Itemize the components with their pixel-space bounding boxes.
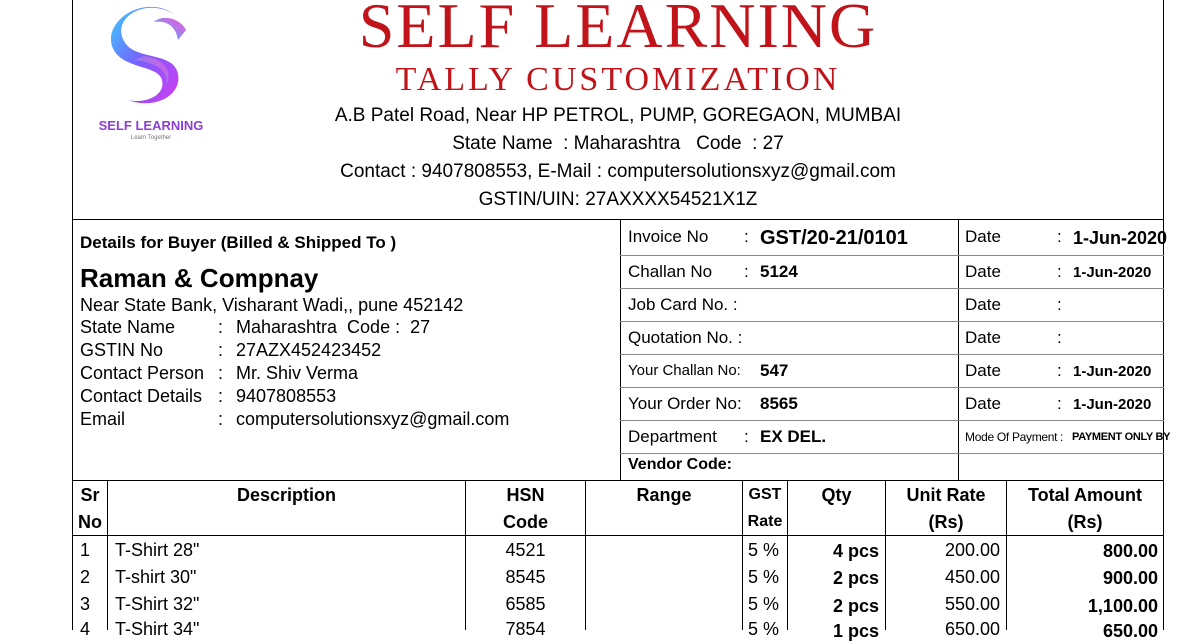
items-header-bottom	[72, 535, 1164, 536]
header-range: Range	[636, 485, 692, 505]
company-gstin: GSTIN/UIN: 27AXXXX54521X1Z	[478, 189, 758, 210]
buyer-field-value: 9407808553	[236, 386, 337, 406]
invoice-grid-row	[620, 255, 1164, 256]
header-total: Total Amount	[1028, 485, 1142, 505]
company-address: A.B Patel Road, Near HP PETROL, PUMP, GOREGAON, MUMBAI	[334, 105, 902, 126]
invoice-label: Invoice No	[628, 227, 709, 246]
buyer-field-colon: :	[218, 386, 224, 406]
your-order-label: Your Order No:	[628, 394, 742, 413]
department-value: EX DEL.	[760, 427, 827, 446]
logo-text: SELF LEARNING	[98, 118, 204, 133]
row-qty: 4 pcs	[832, 541, 879, 561]
header-sr-no: No	[78, 512, 102, 532]
header-qty: Qty	[821, 485, 852, 505]
row-description: T-Shirt 34"	[115, 619, 200, 639]
payment-mode-value: PAYMENT ONLY BY	[1072, 431, 1171, 443]
company-state: State Name : Maharashtra Code : 27	[452, 133, 784, 154]
buyer-field-label: Contact Details	[80, 386, 203, 406]
invoice-grid-mid	[958, 219, 959, 480]
your-order-number: 8565	[760, 394, 798, 413]
row-hsn: 7854	[505, 619, 546, 639]
company-name: SELF LEARNING	[358, 0, 878, 61]
buyer-heading: Details for Buyer (Billed & Shipped To )	[80, 233, 397, 252]
header-divider	[72, 219, 1164, 220]
challan-number: 5124	[760, 262, 798, 281]
row-gst: 5 %	[748, 594, 780, 614]
your-challan-date: 1-Jun-2020	[1073, 363, 1152, 380]
row-qty: 2 pcs	[832, 568, 879, 588]
row-hsn: 6585	[505, 594, 546, 614]
your-order-date-colon: :	[1057, 394, 1062, 413]
row-qty: 2 pcs	[832, 596, 879, 616]
invoice-date-colon: :	[1057, 227, 1062, 246]
challan-label: Challan No	[628, 262, 713, 281]
buyer-field-colon: :	[218, 317, 224, 337]
buyer-field-label: GSTIN No	[80, 340, 164, 360]
buyer-address: Near State Bank, Visharant Wadi,, pune 452142	[80, 295, 464, 315]
row-total: 900.00	[1102, 568, 1158, 588]
company-subtitle: TALLY CUSTOMIZATION	[395, 61, 841, 98]
your-challan-date-colon: :	[1057, 361, 1062, 380]
buyer-field-label: Email	[80, 409, 126, 429]
challan-date-colon: :	[1057, 262, 1062, 281]
buyer-field-colon: :	[218, 363, 224, 383]
buyer-field-label: State Name	[80, 317, 176, 337]
payment-mode-label: Mode Of Payment	[965, 430, 1058, 444]
buyer-field-value: Mr. Shiv Verma	[236, 363, 359, 383]
invoice-date-label: Date	[965, 227, 1001, 246]
row-description: T-shirt 30"	[115, 567, 197, 587]
row-gst: 5 %	[748, 567, 780, 587]
quotation-date-colon: :	[1057, 328, 1062, 347]
row-gst: 5 %	[748, 540, 780, 560]
payment-mode-colon: :	[1060, 430, 1064, 444]
invoice-number: GST/20-21/0101	[760, 227, 908, 249]
row-sr: 4	[80, 619, 91, 639]
buyer-field-colon: :	[218, 409, 224, 429]
row-hsn: 8545	[505, 567, 546, 587]
buyer-field-value: computersolutionsxyz@gmail.com	[236, 409, 510, 429]
row-description: T-Shirt 28"	[115, 540, 200, 560]
company-contact: Contact : 9407808553, E-Mail : computersolutionsxyz@gmail.com	[340, 161, 896, 182]
your-challan-number: 547	[760, 361, 789, 380]
header-gst: GST	[748, 486, 782, 503]
quotation-date-label: Date	[965, 328, 1001, 347]
your-order-date-label: Date	[965, 394, 1001, 413]
header-hsn-code: Code	[503, 512, 548, 532]
header-total-rs: (Rs)	[1067, 512, 1103, 532]
row-total: 800.00	[1102, 541, 1158, 561]
logo-tagline: Learn Together	[130, 135, 172, 141]
header-description: Description	[236, 485, 337, 505]
buyer-field-label: Contact Person	[80, 363, 205, 383]
challan-date: 1-Jun-2020	[1073, 264, 1152, 281]
row-qty: 1 pcs	[832, 621, 879, 641]
header-gst-rate: Rate	[747, 513, 783, 530]
row-hsn: 4521	[505, 540, 546, 560]
invoice-grid-row	[620, 288, 1164, 289]
row-rate: 650.00	[944, 619, 1000, 639]
header-hsn: HSN	[506, 485, 545, 505]
challan-colon: :	[744, 262, 749, 281]
your-order-date: 1-Jun-2020	[1073, 396, 1152, 413]
job-card-date-colon: :	[1057, 295, 1062, 314]
buyer-name: Raman & Compnay	[80, 263, 319, 293]
row-gst: 5 %	[748, 619, 780, 639]
invoice-grid-row	[620, 420, 1164, 421]
row-rate: 200.00	[944, 540, 1000, 560]
row-sr: 2	[80, 567, 91, 587]
buyer-field-value: Maharashtra Code : 27	[236, 317, 431, 337]
row-description: T-Shirt 32"	[115, 594, 200, 614]
vendor-code-label: Vendor Code:	[628, 456, 733, 473]
header-sr: Sr	[80, 485, 100, 505]
job-card-date-label: Date	[965, 295, 1001, 314]
header-unit-rate: Unit Rate	[906, 485, 986, 505]
buyer-field-colon: :	[218, 340, 224, 360]
job-card-label: Job Card No. :	[628, 295, 738, 314]
challan-date-label: Date	[965, 262, 1001, 281]
items-top-border	[72, 480, 1164, 481]
header-unit-rate-rs: (Rs)	[928, 512, 964, 532]
invoice-grid-row	[620, 321, 1164, 322]
invoice-grid-row	[620, 387, 1164, 388]
row-total: 1,100.00	[1087, 596, 1158, 616]
invoice-grid-row	[620, 453, 1164, 454]
row-rate: 550.00	[944, 594, 1000, 614]
row-total: 650.00	[1102, 621, 1158, 641]
row-sr: 1	[80, 540, 91, 560]
your-challan-date-label: Date	[965, 361, 1001, 380]
invoice-colon: :	[744, 227, 749, 246]
your-challan-label: Your Challan No:	[628, 362, 741, 379]
department-colon: :	[744, 427, 749, 446]
row-rate: 450.00	[944, 567, 1000, 587]
invoice-grid-row	[620, 354, 1164, 355]
buyer-field-value: 27AZX452423452	[236, 340, 382, 360]
row-sr: 3	[80, 594, 91, 614]
department-label: Department	[628, 427, 717, 446]
invoice-grid-left	[620, 219, 621, 480]
invoice-date: 1-Jun-2020	[1073, 228, 1168, 248]
quotation-label: Quotation No. :	[628, 328, 743, 347]
